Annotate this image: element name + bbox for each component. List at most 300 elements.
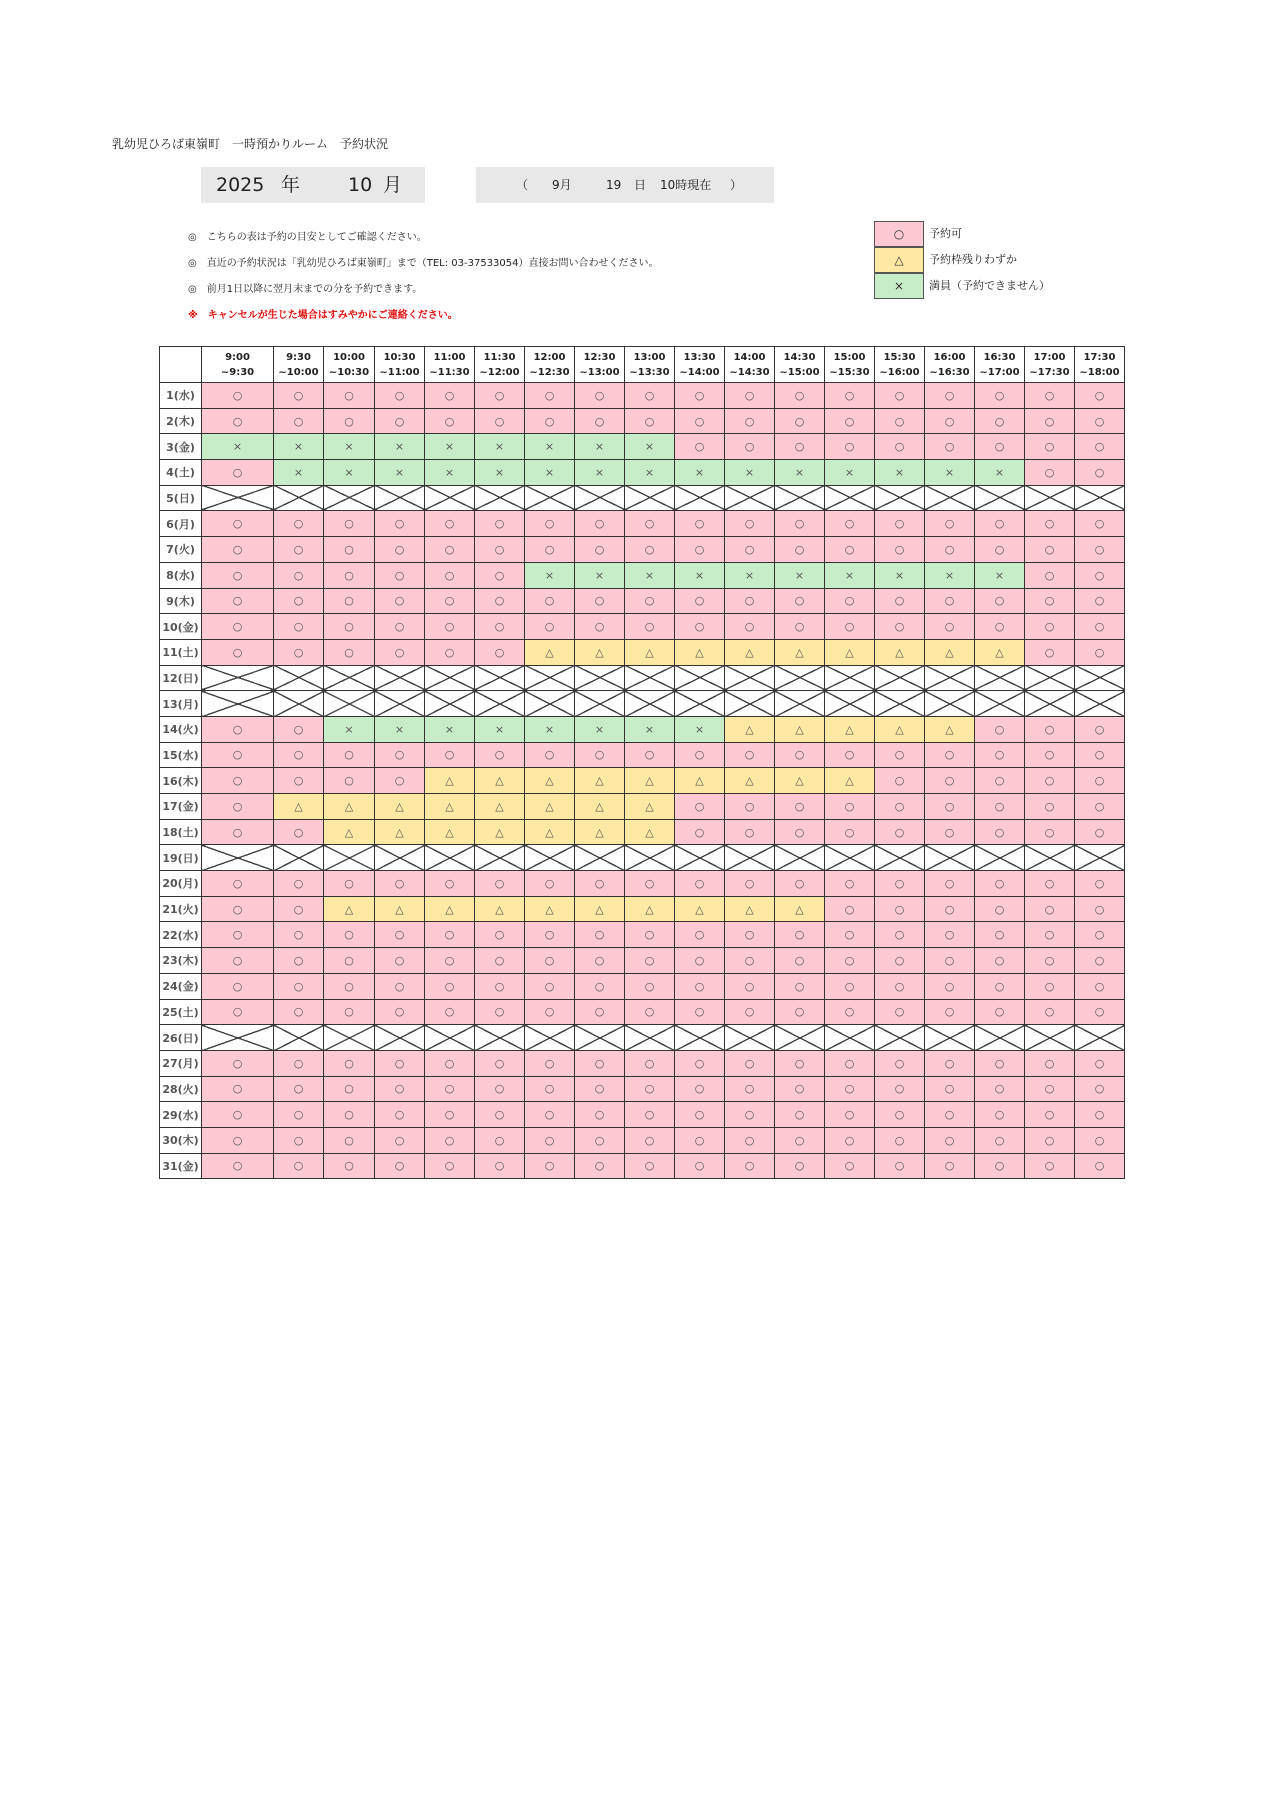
slot-few-left: △ <box>575 639 625 665</box>
slot-available: ○ <box>825 511 875 537</box>
time-slot-start: 17:30 <box>1083 351 1116 363</box>
slot-available: ○ <box>875 819 925 845</box>
slot-closed <box>475 485 525 511</box>
slot-closed <box>575 1025 625 1051</box>
slot-closed <box>1025 1025 1075 1051</box>
slot-available: ○ <box>675 819 725 845</box>
slot-available: ○ <box>775 1102 825 1128</box>
time-slot-header <box>975 347 1025 383</box>
slot-available: ○ <box>1025 973 1075 999</box>
slot-available: ○ <box>825 742 875 768</box>
legend-full-swatch: × <box>874 273 924 299</box>
slot-available: ○ <box>425 383 475 409</box>
slot-available: ○ <box>525 614 575 640</box>
slot-available: ○ <box>274 383 324 409</box>
slot-available: ○ <box>425 871 475 897</box>
slot-closed <box>925 485 975 511</box>
slot-full: × <box>875 460 925 486</box>
slot-closed <box>925 1025 975 1051</box>
slot-available: ○ <box>1025 742 1075 768</box>
slot-few-left: △ <box>525 896 575 922</box>
slot-closed <box>875 665 925 691</box>
slot-closed <box>625 485 675 511</box>
slot-full: × <box>375 434 425 460</box>
slot-available: ○ <box>575 999 625 1025</box>
slot-available: ○ <box>324 383 375 409</box>
slot-full: × <box>425 716 475 742</box>
legend-full-label: 満員（予約できません） <box>929 279 1050 292</box>
slot-available: ○ <box>1075 537 1125 563</box>
slot-available: ○ <box>625 408 675 434</box>
slot-available: ○ <box>425 511 475 537</box>
day-label: 15(水) <box>160 742 202 768</box>
slot-available: ○ <box>825 383 875 409</box>
slot-available: ○ <box>775 948 825 974</box>
slot-available: ○ <box>675 383 725 409</box>
slot-available: ○ <box>375 511 425 537</box>
slot-closed <box>725 665 775 691</box>
slot-closed <box>875 691 925 717</box>
slot-full: × <box>975 562 1025 588</box>
slot-available: ○ <box>975 537 1025 563</box>
slot-available: ○ <box>324 768 375 794</box>
slot-available: ○ <box>475 1153 525 1179</box>
slot-available: ○ <box>425 588 475 614</box>
slot-available: ○ <box>1075 1127 1125 1153</box>
slot-few-left: △ <box>274 794 324 820</box>
slot-few-left: △ <box>825 716 875 742</box>
slot-available: ○ <box>875 973 925 999</box>
slot-available: ○ <box>475 999 525 1025</box>
slot-full: × <box>675 460 725 486</box>
slot-available: ○ <box>202 1127 274 1153</box>
slot-available: ○ <box>575 948 625 974</box>
slot-available: ○ <box>875 948 925 974</box>
slot-closed <box>274 691 324 717</box>
slot-closed <box>625 691 675 717</box>
day-label: 29(水) <box>160 1102 202 1128</box>
slot-closed <box>475 691 525 717</box>
slot-available: ○ <box>825 922 875 948</box>
as-of-box <box>476 167 774 203</box>
slot-available: ○ <box>202 537 274 563</box>
year-month-box <box>201 167 425 203</box>
slot-available: ○ <box>725 383 775 409</box>
slot-few-left: △ <box>475 896 525 922</box>
time-slot-end: ~18:00 <box>1079 366 1120 378</box>
day-label: 24(金) <box>160 973 202 999</box>
page-title: 乳幼児ひろば東嶺町 一時預かりルーム 予約状況 <box>112 137 389 151</box>
slot-available: ○ <box>1025 716 1075 742</box>
slot-full: × <box>775 460 825 486</box>
slot-closed <box>575 691 625 717</box>
time-slot-header <box>625 347 675 383</box>
slot-available: ○ <box>1025 922 1075 948</box>
day-row <box>160 1153 1125 1179</box>
slot-closed <box>1025 845 1075 871</box>
slot-available: ○ <box>875 742 925 768</box>
slot-available: ○ <box>625 1050 675 1076</box>
slot-closed <box>1075 485 1125 511</box>
slot-full: × <box>675 716 725 742</box>
slot-available: ○ <box>1025 1153 1075 1179</box>
slot-available: ○ <box>825 1127 875 1153</box>
slot-few-left: △ <box>575 819 625 845</box>
day-label: 8(水) <box>160 562 202 588</box>
slot-available: ○ <box>324 948 375 974</box>
slot-available: ○ <box>575 537 625 563</box>
slot-available: ○ <box>925 383 975 409</box>
slot-available: ○ <box>425 1050 475 1076</box>
day-row <box>160 485 1125 511</box>
slot-available: ○ <box>675 408 725 434</box>
slot-available: ○ <box>925 588 975 614</box>
corner-cell <box>160 347 202 383</box>
slot-available: ○ <box>775 794 825 820</box>
slot-few-left: △ <box>324 896 375 922</box>
slot-full: × <box>274 460 324 486</box>
day-row <box>160 665 1125 691</box>
slot-closed <box>324 485 375 511</box>
slot-available: ○ <box>1025 999 1075 1025</box>
slot-available: ○ <box>274 1076 324 1102</box>
slot-available: ○ <box>1025 1050 1075 1076</box>
slot-few-left: △ <box>625 794 675 820</box>
slot-available: ○ <box>925 1153 975 1179</box>
slot-available: ○ <box>975 948 1025 974</box>
slot-available: ○ <box>875 537 925 563</box>
day-label: 3(金) <box>160 434 202 460</box>
slot-available: ○ <box>375 1076 425 1102</box>
slot-available: ○ <box>274 871 324 897</box>
slot-few-left: △ <box>875 716 925 742</box>
slot-few-left: △ <box>625 819 675 845</box>
time-slot-header <box>875 347 925 383</box>
slot-available: ○ <box>525 999 575 1025</box>
slot-available: ○ <box>875 1050 925 1076</box>
slot-available: ○ <box>1075 1102 1125 1128</box>
slot-available: ○ <box>525 408 575 434</box>
slot-available: ○ <box>875 434 925 460</box>
slot-available: ○ <box>425 1102 475 1128</box>
slot-available: ○ <box>575 408 625 434</box>
time-slot-start: 13:00 <box>633 351 666 363</box>
slot-few-left: △ <box>625 639 675 665</box>
slot-available: ○ <box>725 819 775 845</box>
day-label: 21(火) <box>160 896 202 922</box>
slot-available: ○ <box>375 742 425 768</box>
slot-closed <box>425 845 475 871</box>
time-slot-start: 16:00 <box>933 351 966 363</box>
slot-available: ○ <box>725 1076 775 1102</box>
day-row <box>160 1076 1125 1102</box>
slot-available: ○ <box>475 1127 525 1153</box>
day-label: 22(水) <box>160 922 202 948</box>
slot-available: ○ <box>575 1076 625 1102</box>
slot-available: ○ <box>525 1153 575 1179</box>
slot-available: ○ <box>274 614 324 640</box>
time-slot-header <box>675 347 725 383</box>
slot-available: ○ <box>202 639 274 665</box>
slot-closed <box>675 665 725 691</box>
slot-few-left: △ <box>475 768 525 794</box>
slot-full: × <box>324 716 375 742</box>
slot-few-left: △ <box>575 794 625 820</box>
slot-available: ○ <box>825 948 875 974</box>
slot-available: ○ <box>875 794 925 820</box>
slot-full: × <box>625 716 675 742</box>
slot-available: ○ <box>1025 588 1075 614</box>
slot-available: ○ <box>975 716 1025 742</box>
slot-full: × <box>324 460 375 486</box>
slot-available: ○ <box>1075 768 1125 794</box>
slot-closed <box>425 691 475 717</box>
slot-closed <box>725 1025 775 1051</box>
time-slot-end: ~17:00 <box>979 366 1020 378</box>
slot-available: ○ <box>575 383 625 409</box>
slot-available: ○ <box>825 999 875 1025</box>
slot-closed <box>202 485 274 511</box>
slot-available: ○ <box>375 614 425 640</box>
slot-available: ○ <box>1075 948 1125 974</box>
legend-available-label: 予約可 <box>929 227 962 240</box>
slot-few-left: △ <box>725 639 775 665</box>
slot-few-left: △ <box>475 819 525 845</box>
slot-available: ○ <box>925 896 975 922</box>
slot-available: ○ <box>425 1153 475 1179</box>
slot-available: ○ <box>202 1102 274 1128</box>
slot-available: ○ <box>1025 460 1075 486</box>
time-slot-start: 15:00 <box>833 351 866 363</box>
slot-available: ○ <box>375 768 425 794</box>
slot-full: × <box>425 460 475 486</box>
slot-closed <box>725 485 775 511</box>
slot-available: ○ <box>1075 973 1125 999</box>
slot-available: ○ <box>324 588 375 614</box>
slot-available: ○ <box>475 1102 525 1128</box>
slot-available: ○ <box>1025 1102 1075 1128</box>
slot-available: ○ <box>925 948 975 974</box>
slot-available: ○ <box>202 1076 274 1102</box>
month-value: 10 <box>348 174 373 196</box>
slot-available: ○ <box>575 511 625 537</box>
slot-available: ○ <box>525 973 575 999</box>
slot-available: ○ <box>775 1076 825 1102</box>
note-3: ◎ 前月1日以降に翌月末までの分を予約できます。 <box>188 284 423 295</box>
slot-closed <box>925 691 975 717</box>
slot-full: × <box>575 460 625 486</box>
slot-available: ○ <box>825 1050 875 1076</box>
slot-available: ○ <box>675 742 725 768</box>
slot-few-left: △ <box>925 716 975 742</box>
slot-available: ○ <box>202 716 274 742</box>
slot-closed <box>525 691 575 717</box>
slot-available: ○ <box>875 588 925 614</box>
slot-full: × <box>324 434 375 460</box>
slot-available: ○ <box>202 948 274 974</box>
time-slot-start: 9:00 <box>225 351 250 363</box>
slot-available: ○ <box>1075 922 1125 948</box>
day-row <box>160 383 1125 409</box>
slot-full: × <box>525 460 575 486</box>
day-label: 7(火) <box>160 537 202 563</box>
slot-few-left: △ <box>324 794 375 820</box>
slot-available: ○ <box>625 1127 675 1153</box>
slot-available: ○ <box>202 562 274 588</box>
day-label: 31(金) <box>160 1153 202 1179</box>
slot-available: ○ <box>975 408 1025 434</box>
note-1: ◎ こちらの表は予約の目安としてご確認ください。 <box>188 232 427 243</box>
slot-available: ○ <box>975 1050 1025 1076</box>
slot-available: ○ <box>975 434 1025 460</box>
slot-available: ○ <box>475 922 525 948</box>
day-row <box>160 948 1125 974</box>
slot-available: ○ <box>875 1127 925 1153</box>
slot-full: × <box>425 434 475 460</box>
slot-available: ○ <box>775 588 825 614</box>
time-slot-end: ~15:00 <box>779 366 820 378</box>
day-label: 23(木) <box>160 948 202 974</box>
time-slot-start: 16:30 <box>983 351 1016 363</box>
day-row <box>160 999 1125 1025</box>
slot-closed <box>1075 691 1125 717</box>
slot-available: ○ <box>825 408 875 434</box>
slot-closed <box>975 1025 1025 1051</box>
slot-full: × <box>475 716 525 742</box>
day-label: 2(木) <box>160 408 202 434</box>
slot-available: ○ <box>525 871 575 897</box>
slot-available: ○ <box>625 537 675 563</box>
day-label: 11(土) <box>160 639 202 665</box>
slot-available: ○ <box>475 383 525 409</box>
slot-available: ○ <box>925 999 975 1025</box>
slot-available: ○ <box>775 1127 825 1153</box>
day-row <box>160 922 1125 948</box>
time-slot-start: 13:30 <box>683 351 716 363</box>
time-slot-end: ~10:30 <box>328 366 370 378</box>
slot-available: ○ <box>525 511 575 537</box>
time-slot-start: 12:00 <box>533 351 566 363</box>
slot-available: ○ <box>775 1050 825 1076</box>
slot-available: ○ <box>1025 1076 1075 1102</box>
slot-available: ○ <box>625 1076 675 1102</box>
slot-few-left: △ <box>575 896 625 922</box>
time-slot-start: 10:00 <box>333 351 365 363</box>
slot-available: ○ <box>324 1076 375 1102</box>
slot-available: ○ <box>324 999 375 1025</box>
slot-available: ○ <box>324 537 375 563</box>
day-row <box>160 1127 1125 1153</box>
slot-full: × <box>875 562 925 588</box>
time-slot-end: ~16:00 <box>879 366 920 378</box>
slot-available: ○ <box>274 639 324 665</box>
slot-available: ○ <box>324 742 375 768</box>
month-unit: 月 <box>383 174 403 196</box>
slot-available: ○ <box>475 948 525 974</box>
day-row <box>160 614 1125 640</box>
slot-available: ○ <box>575 588 625 614</box>
slot-available: ○ <box>675 511 725 537</box>
day-label: 30(木) <box>160 1127 202 1153</box>
slot-available: ○ <box>425 948 475 974</box>
slot-full: × <box>575 562 625 588</box>
day-row <box>160 768 1125 794</box>
day-row <box>160 511 1125 537</box>
slot-available: ○ <box>975 1153 1025 1179</box>
slot-available: ○ <box>925 742 975 768</box>
slot-closed <box>274 485 324 511</box>
slot-available: ○ <box>725 614 775 640</box>
slot-available: ○ <box>324 639 375 665</box>
time-slot-start: 12:30 <box>583 351 616 363</box>
note-2: ◎ 直近の予約状況は「乳幼児ひろば東嶺町」まで（TEL: 03-37533054）直接お問い合わせください。 <box>188 258 659 269</box>
slot-available: ○ <box>675 537 725 563</box>
slot-available: ○ <box>475 614 525 640</box>
slot-full: × <box>475 434 525 460</box>
slot-closed <box>875 1025 925 1051</box>
slot-available: ○ <box>925 871 975 897</box>
slot-full: × <box>375 716 425 742</box>
time-slot-start: 14:30 <box>783 351 816 363</box>
slot-full: × <box>725 460 775 486</box>
slot-available: ○ <box>825 1153 875 1179</box>
slot-closed <box>775 691 825 717</box>
slot-available: ○ <box>274 588 324 614</box>
slot-available: ○ <box>925 614 975 640</box>
slot-available: ○ <box>575 1127 625 1153</box>
slot-available: ○ <box>1075 460 1125 486</box>
reservation-table <box>159 346 1125 1179</box>
slot-available: ○ <box>1075 588 1125 614</box>
slot-available: ○ <box>625 614 675 640</box>
time-slot-end: ~13:30 <box>629 366 670 378</box>
time-slot-header <box>725 347 775 383</box>
slot-closed <box>324 665 375 691</box>
slot-available: ○ <box>274 999 324 1025</box>
slot-available: ○ <box>875 1102 925 1128</box>
slot-closed <box>825 1025 875 1051</box>
slot-available: ○ <box>925 768 975 794</box>
slot-available: ○ <box>625 999 675 1025</box>
slot-full: × <box>825 562 875 588</box>
as-of-month: 9月 <box>552 178 572 192</box>
slot-available: ○ <box>925 819 975 845</box>
slot-closed <box>375 845 425 871</box>
slot-available: ○ <box>775 383 825 409</box>
slot-closed <box>324 845 375 871</box>
slot-closed <box>975 665 1025 691</box>
slot-available: ○ <box>425 639 475 665</box>
legend-available-swatch: ○ <box>874 221 924 247</box>
slot-available: ○ <box>274 742 324 768</box>
slot-available: ○ <box>425 1127 475 1153</box>
slot-available: ○ <box>475 973 525 999</box>
slot-few-left: △ <box>825 768 875 794</box>
slot-few-left: △ <box>625 768 675 794</box>
time-slot-header <box>425 347 475 383</box>
slot-few-left: △ <box>425 896 475 922</box>
slot-available: ○ <box>725 408 775 434</box>
time-slot-header <box>575 347 625 383</box>
slot-available: ○ <box>575 1050 625 1076</box>
slot-closed <box>775 1025 825 1051</box>
slot-available: ○ <box>825 614 875 640</box>
day-label: 14(火) <box>160 716 202 742</box>
slot-available: ○ <box>725 742 775 768</box>
time-slot-end: ~12:30 <box>529 366 570 378</box>
day-row <box>160 871 1125 897</box>
slot-available: ○ <box>274 1127 324 1153</box>
